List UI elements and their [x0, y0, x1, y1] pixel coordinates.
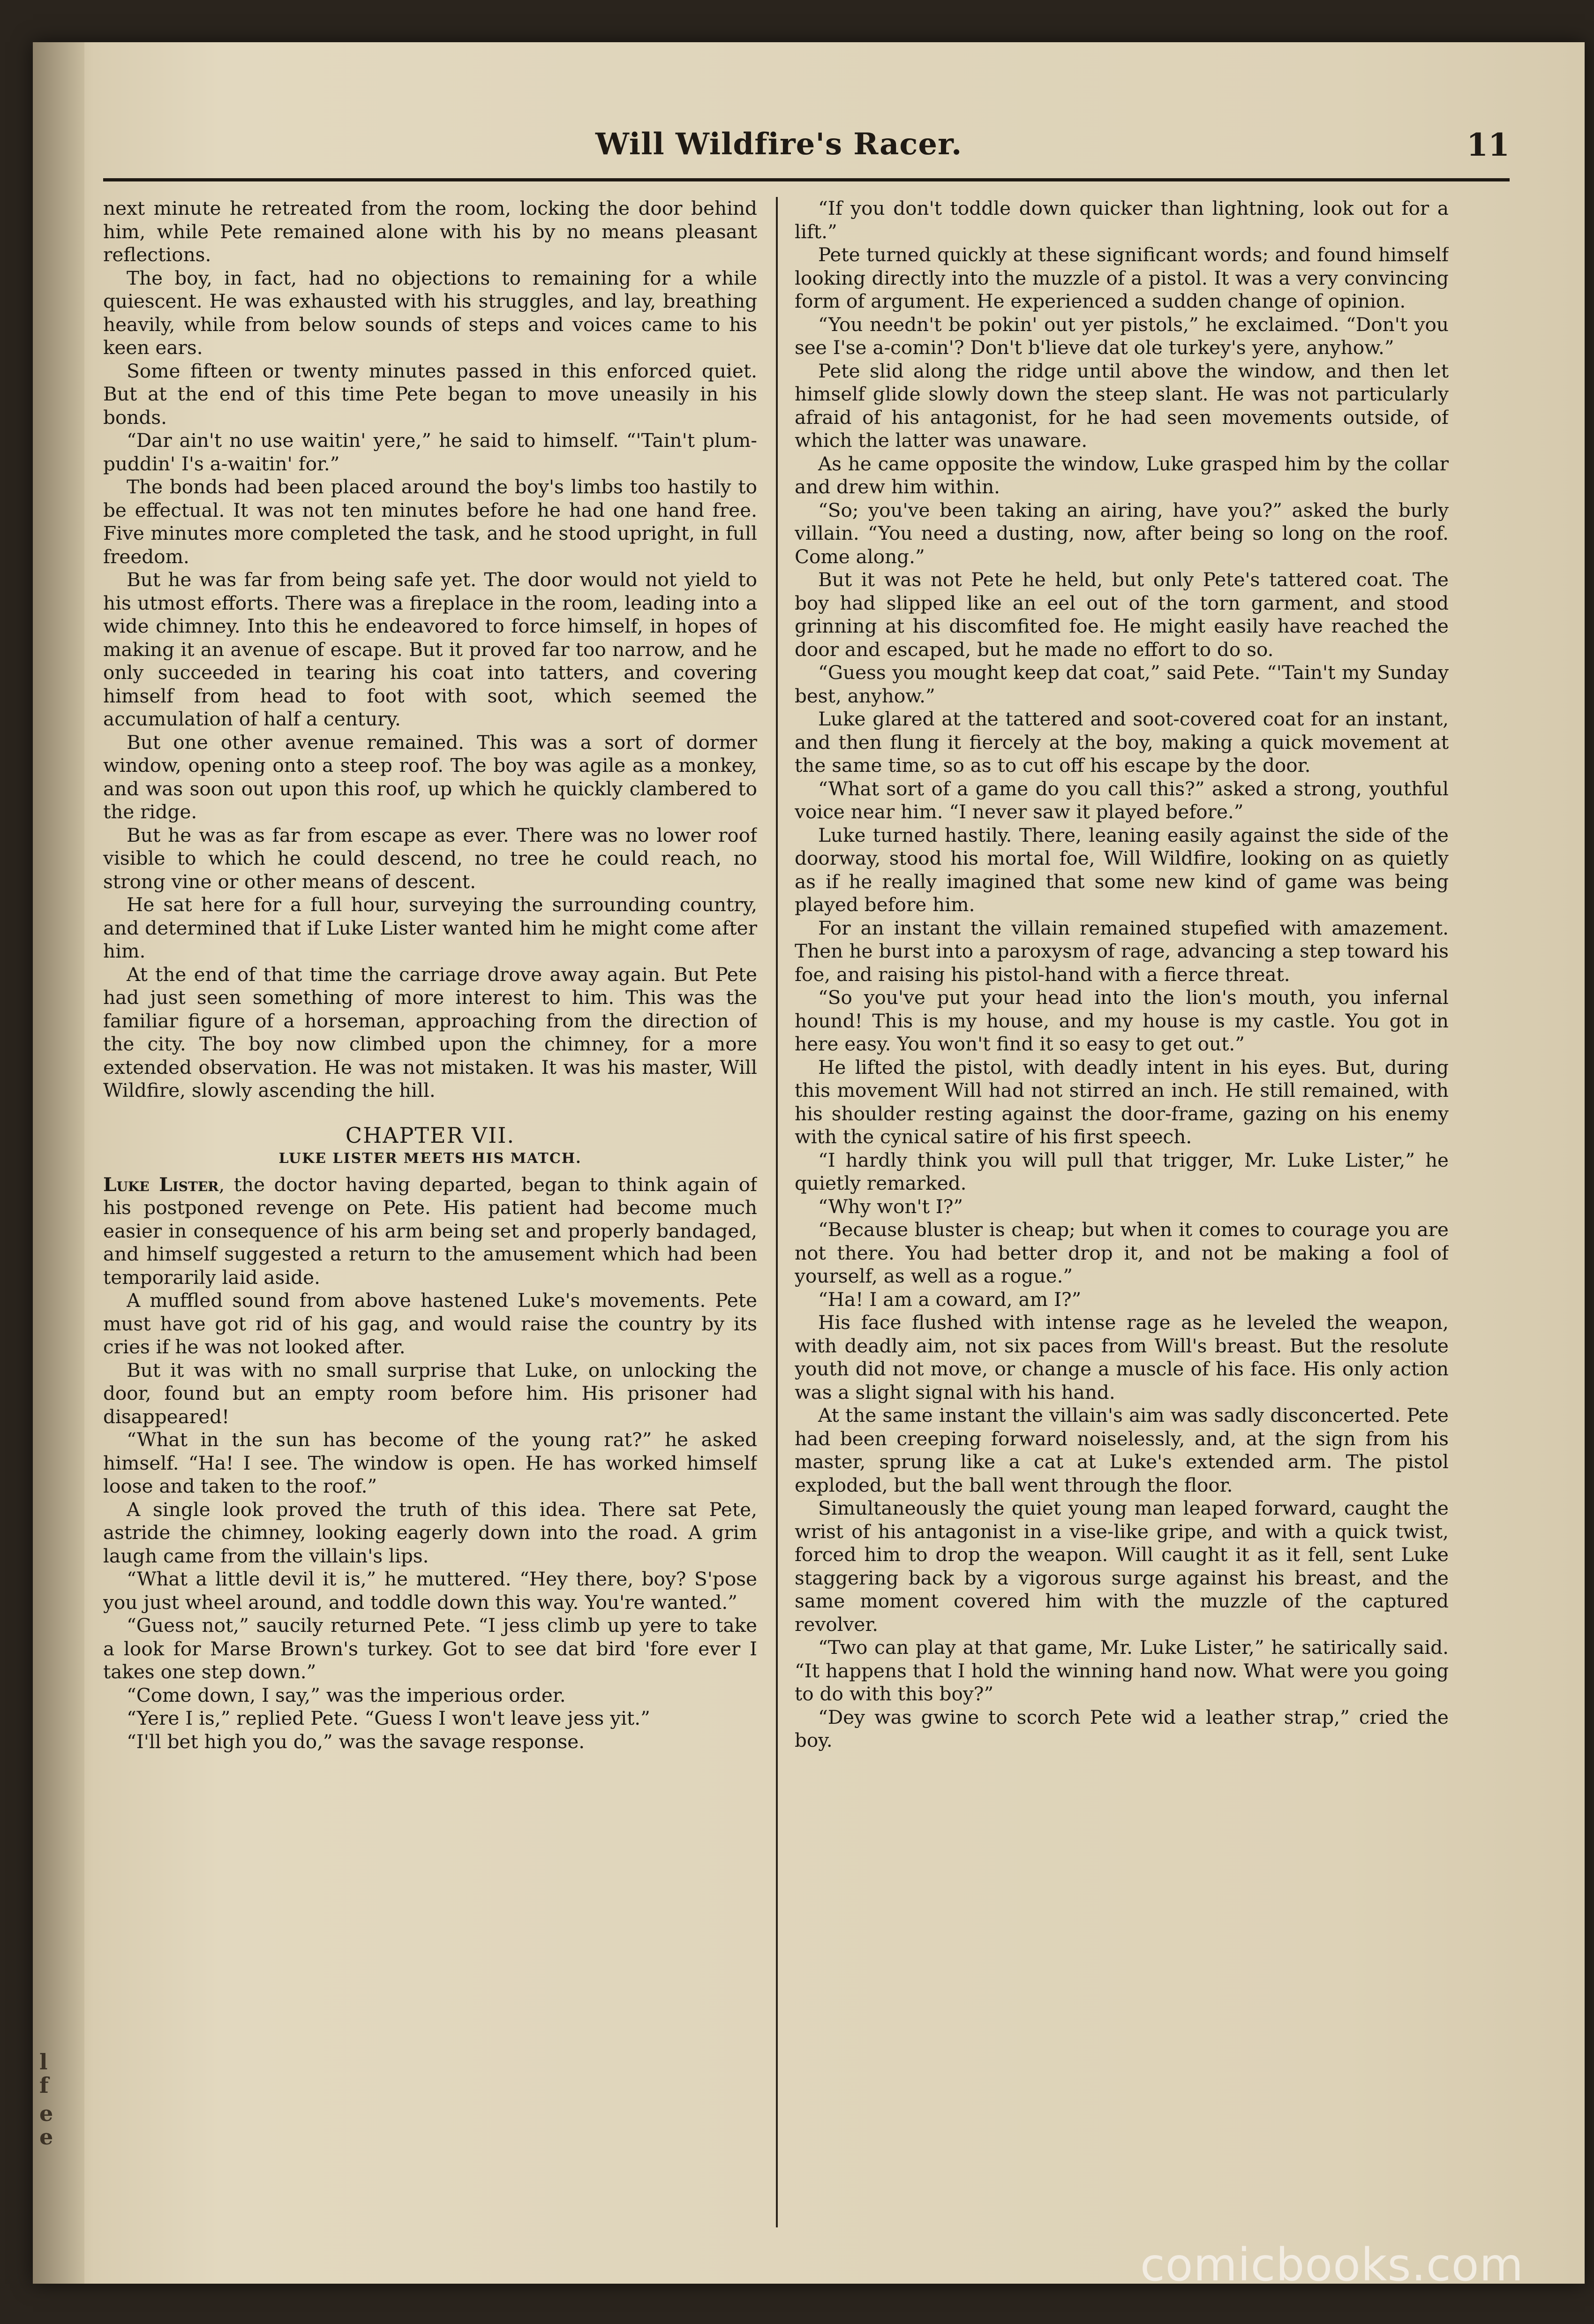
paragraph: The bonds had been placed around the boy's limbs too hastily to be effectual. It was not ten minutes before he had one hand free. Five minutes more completed the task, and he stood upright, in full freedom. — [103, 475, 757, 568]
watermark: comicbooks.com — [1140, 2239, 1524, 2291]
right-column — [795, 197, 1449, 2241]
paragraph: Some fifteen or twenty minutes passed in this enforced quiet. But at the end of this time Pete began to move uneasily in his bonds. — [103, 359, 757, 429]
paragraph: Luke turned hastily. There, leaning easily against the side of the doorway, stood his mortal foe, Will Wildfire, looking on as quietly as if he really imagined that some new kind of game was being played before him. — [795, 823, 1449, 916]
paragraph: Pete slid along the ridge until above the window, and then let himself glide slowly down the steep slant. He was not particularly afraid of his antagonist, for he had seen movements outside, of which the latter was unaware. — [795, 359, 1449, 452]
paragraph: “Dar ain't no use waitin' yere,” he said to himself. “'Tain't plum-puddin' I's a-waitin' for.” — [103, 429, 757, 475]
paragraph: Luke glared at the tattered and soot-covered coat for an instant, and then flung it fiercely at the boy, making a quick movement at the same time, so as to cut off his escape by the door. — [795, 708, 1449, 777]
margin-mark: e — [39, 2101, 53, 2126]
page-header — [103, 127, 1510, 181]
paragraph: “Ha! I am a coward, am I?” — [818, 1288, 1082, 1311]
paragraph: “If you don't toddle down quicker than lightning, look out for a lift.” — [795, 197, 1449, 243]
paragraph: “Dey was gwine to scorch Pete wid a leather strap,” cried the boy. — [795, 1705, 1449, 1751]
paragraph: But it was not Pete he held, but only Pete's tattered coat. The boy had slipped like an eel out of the torn garment, and stood grinning at his discomfited foe. He might easily have reached the door and escaped, but he made no effort to do so. — [795, 568, 1449, 661]
paragraph: “Why won't I?” — [818, 1195, 963, 1218]
paragraph: He sat here for a full hour, surveying the surrounding country, and determined that if Luke Lister wanted him he might come after him. — [103, 893, 757, 962]
paragraph: Pete turned quickly at these significant words; and found himself looking directly into the muzzle of a pistol. It was a very convincing form of argument. He experienced a sudden change of opinion. — [795, 243, 1449, 312]
margin-mark: e — [39, 2124, 53, 2150]
running-title: Will Wildfire's Racer. — [595, 127, 962, 162]
paragraph: “What in the sun has become of the young rat?” he asked himself. “Ha! I see. The window is open. He has worked himself loose and taken to the roof.” — [103, 1428, 757, 1497]
paragraph: At the same instant the villain's aim was sadly disconcerted. Pete had been creeping forward noiselessly, and, at the sign from his master, sprung like a cat at Luke's extended arm. The pistol exploded, but the ball went through the floor. — [795, 1404, 1449, 1496]
chapter-opening-paragraph — [103, 1173, 757, 1290]
paragraph: “Guess not,” saucily returned Pete. “I jess climb up yere to take a look for Marse Brown's turkey. Got to see dat bird 'fore ever I takes one step down.” — [103, 1614, 757, 1683]
paragraph: But one other avenue remained. This was a sort of dormer window, opening onto a steep roof. The boy was agile as a monkey, and was soon out upon this roof, up which he quickly clambered to the ridge. — [103, 731, 757, 823]
paragraph: “What sort of a game do you call this?” asked a strong, youthful voice near him. “I never saw it played before.” — [795, 777, 1449, 823]
opening-text: , the doctor having departed, began to think again of his postponed revenge on Pete. His patient had become much easier in consequence of his arm being set and properly bandaged, and himself suggested a return to the amusement which had been temporarily laid aside. — [103, 1173, 757, 1289]
left-column — [103, 197, 757, 2241]
margin-mark: l — [39, 2049, 48, 2075]
paragraph: “Two can play at that game, Mr. Luke Lister,” he satirically said. “It happens that I hold the winning hand now. What were you going to do with this boy?” — [795, 1636, 1449, 1705]
paragraph: A muffled sound from above hastened Luke's movements. Pete must have got rid of his gag, and would raise the country by its cries if he was not looked after. — [103, 1289, 757, 1358]
opening-name: Luke Lister — [103, 1173, 219, 1196]
paragraph: “I hardly think you will pull that trigger, Mr. Luke Lister,” he quietly remarked. — [795, 1148, 1449, 1194]
paragraph: “Because bluster is cheap; but when it comes to courage you are not there. You had better drop it, and not be making a fool of yourself, as well as a rogue.” — [795, 1218, 1449, 1287]
column-rule — [776, 197, 778, 2227]
paragraph: For an instant the villain remained stupefied with amazement. Then he burst into a paroxysm of rage, advancing a step toward his foe, and raising his pistol-hand with a fierce threat. — [795, 916, 1449, 986]
chapter-subtitle: LUKE LISTER MEETS HIS MATCH. — [278, 1150, 582, 1167]
newspaper-page — [33, 42, 1585, 2284]
paragraph: As he came opposite the window, Luke grasped him by the collar and drew him within. — [795, 452, 1449, 498]
paragraph: “Guess you mought keep dat coat,” said Pete. “'Tain't my Sunday best, anyhow.” — [795, 661, 1449, 707]
paragraph: “What a little devil it is,” he muttered. “Hey there, boy? S'pose you just wheel around, and toddle down this way. You're wanted.” — [103, 1568, 757, 1614]
paragraph: But he was as far from escape as ever. There was no lower roof visible to which he could descend, no tree he could reach, no strong vine or other means of descent. — [103, 823, 757, 893]
paragraph: But he was far from being safe yet. The door would not yield to his utmost efforts. There was a fireplace in the room, leading into a wide chimney. Into this he endeavored to force himself, in hopes of making it an avenue of escape. But it proved far too narrow, and he only succeeded in tearing his coat into tatters, and covering himself from head to foot with soot, which seemed the accumulation of half a century. — [103, 568, 757, 730]
paragraph: “Come down, I say,” was the imperious order. — [127, 1683, 566, 1706]
paragraph: But it was with no small surprise that Luke, on unlocking the door, found but an empty room before him. His prisoner had disappeared! — [103, 1358, 757, 1428]
paragraph: “You needn't be pokin' out yer pistols,” he exclaimed. “Don't you see I'se a-comin'? Don't b'lieve dat ole turkey's yere, anyhow.” — [795, 313, 1449, 359]
paragraph: “Yere I is,” replied Pete. “Guess I won't leave jess yit.” — [127, 1707, 650, 1729]
page-number: 11 — [1466, 127, 1510, 163]
paragraph: The boy, in fact, had no objections to remaining for a while quiescent. He was exhausted with his struggles, and lay, breathing heavily, while from below sounds of steps and voices came to his keen ears. — [103, 266, 757, 359]
paragraph: next minute he retreated from the room, locking the door behind him, while Pete remained alone with his by no means pleasant reflections. — [103, 197, 757, 266]
paragraph: Simultaneously the quiet young man leaped forward, caught the wrist of his antagonist in a vise-like gripe, and with a quick twist, forced him to drop the weapon. Will caught it as it fell, sent Luke staggering back by a vigorous surge against his breast, and the same moment covered him with the muzzle of the captured revolver. — [795, 1497, 1449, 1636]
paragraph: “I'll bet high you do,” was the savage response. — [127, 1730, 585, 1753]
margin-mark: f — [39, 2073, 49, 2098]
binding-edge — [33, 42, 84, 2284]
paragraph: A single look proved the truth of this idea. There sat Pete, astride the chimney, looking eagerly down into the road. A grim laugh came from the villain's lips. — [103, 1498, 757, 1567]
paragraph: At the end of that time the carriage drove away again. But Pete had just seen something of more interest to him. This was the familiar figure of a horseman, approaching from the direction of the city. The boy now climbed upon the chimney, for a more extended observation. He was not mistaken. It was his master, Will Wildfire, slowly ascending the hill. — [103, 963, 757, 1102]
chapter-title: CHAPTER VII. — [345, 1122, 515, 1148]
paragraph: He lifted the pistol, with deadly intent in his eyes. But, during this movement Will had not stirred an inch. He still remained, with his shoulder resting against the door-frame, gazing on his enemy with the cynical satire of his first speech. — [795, 1056, 1449, 1148]
paragraph: “So; you've been taking an airing, have you?” asked the burly villain. “You need a dusting, now, after being so long on the roof. Come along.” — [795, 498, 1449, 568]
paragraph: His face flushed with intense rage as he leveled the weapon, with deadly aim, not six paces from Will's breast. But the resolute youth did not move, or change a muscle of his face. His only action was a slight signal with his hand. — [795, 1311, 1449, 1403]
paragraph: “So you've put your head into the lion's mouth, you infernal hound! This is my house, and my house is my castle. You got in here easy. You won't find it so easy to get out.” — [795, 986, 1449, 1055]
